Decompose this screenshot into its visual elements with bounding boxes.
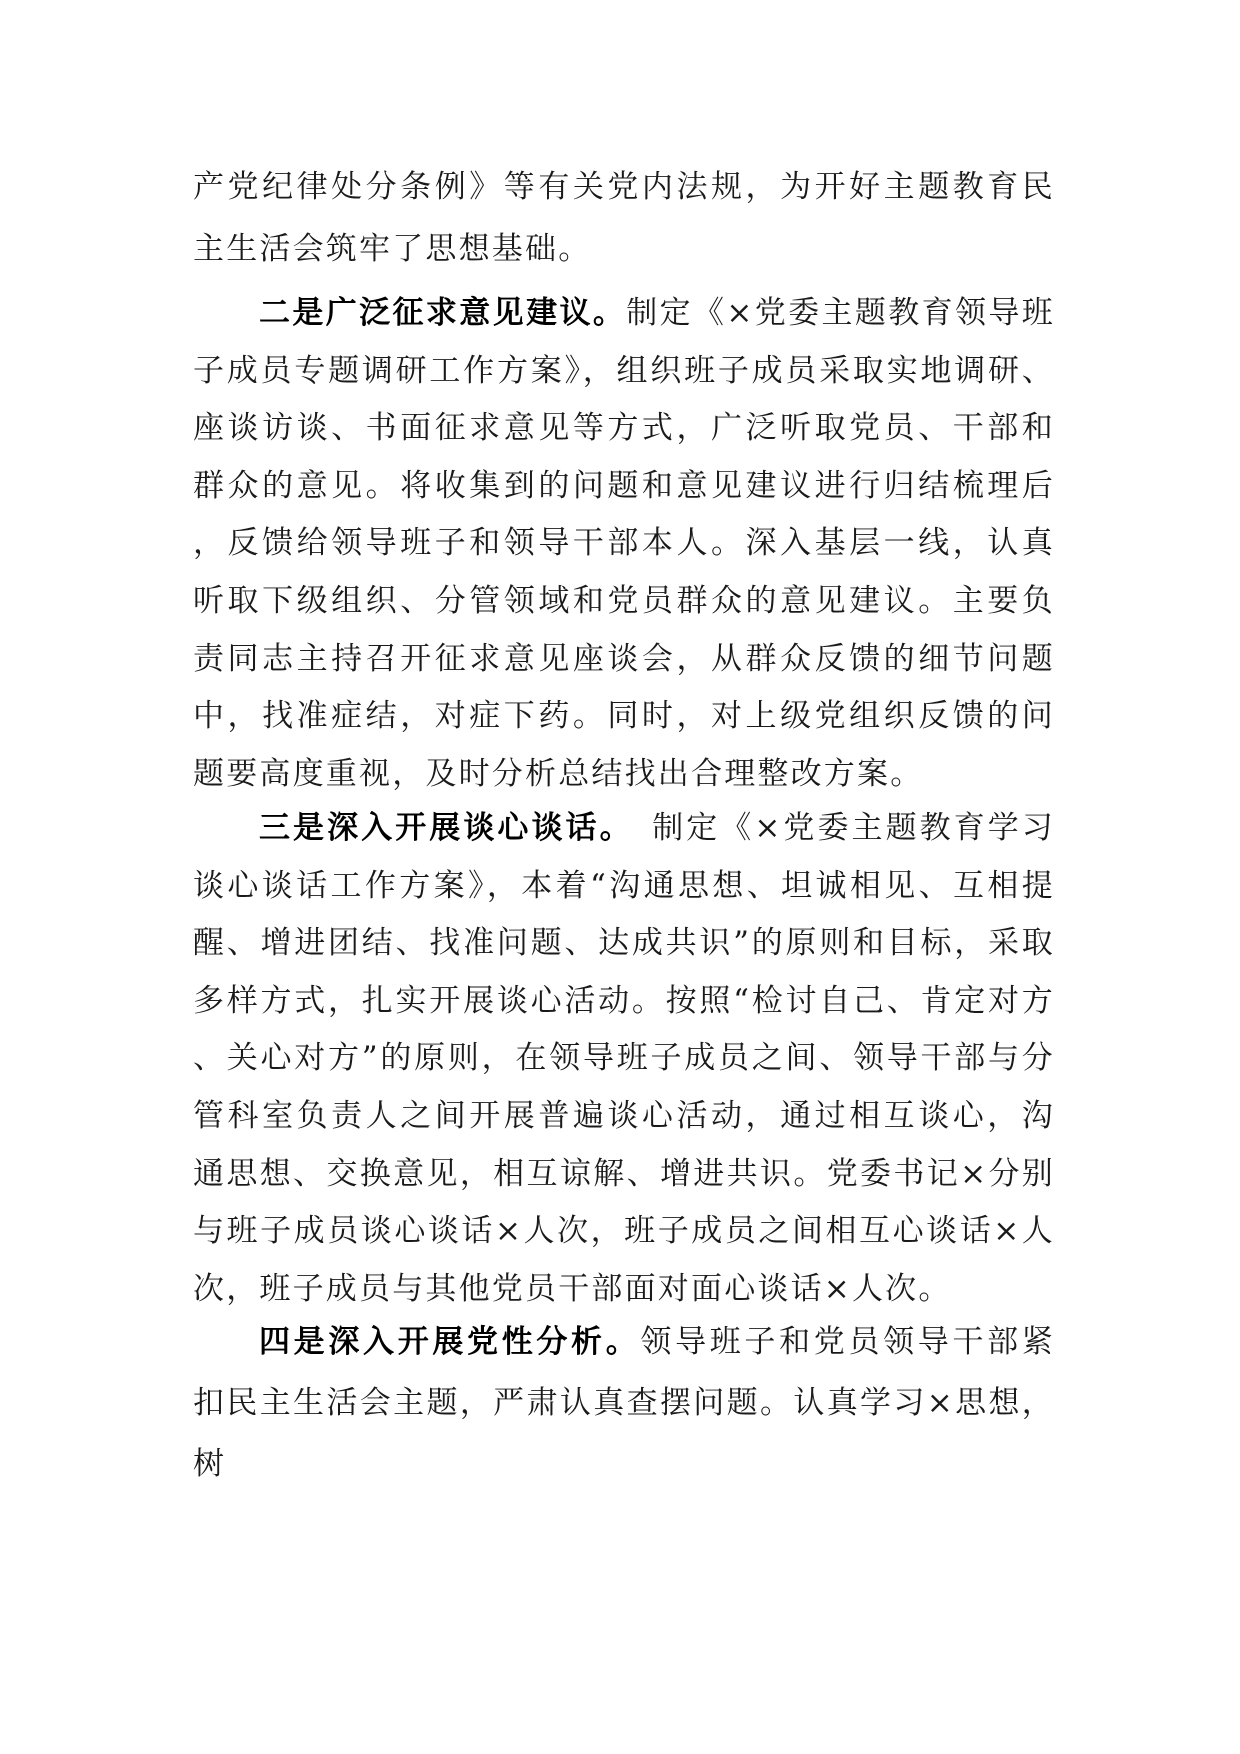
paragraph-2-text: 制定《×党委主题教育领导班子成员专题调研工作方案》，组织班子成员采取实地调研、座谈访谈、书面征求意见等方式，广泛听取党员、干部和群众的意见。将收集到的问题和意见建议进行归结梳理后，反馈给领导班子和领导干部本人。深入基层一线，认真听取下级组织、分管领域和党员群众的意见建议。主要负责同志主持召开征求意见座谈会，从群众反馈的细节问题中，找准症结，对症下药。同时，对上级党组织反馈的问题要高度重视，及时分析总结找出合理整改方案。 xyxy=(193,295,1055,792)
paragraph-4 xyxy=(193,1312,1055,1495)
paragraph-3 xyxy=(193,800,1055,1318)
paragraph-1 xyxy=(193,156,1055,280)
paragraph-4-lead: 四是深入开展党性分析。 xyxy=(259,1324,641,1360)
paragraph-1-text: 产党纪律处分条例》等有关党内法规，为开好主题教育民主生活会筑牢了思想基础。 xyxy=(193,169,1055,267)
paragraph-2-lead: 二是广泛征求意见建议。 xyxy=(259,295,627,331)
paragraph-4-text: 领导班子和党员领导干部紧扣民主生活会主题，严肃认真查摆问题。认真学习×思想，树 xyxy=(193,1324,1056,1482)
paragraph-2 xyxy=(193,285,1055,803)
paragraph-3-lead: 三是深入开展谈心谈话。 xyxy=(259,810,619,846)
paragraph-3-text: 制定《×党委主题教育学习谈心谈话工作方案》，本着“沟通思想、坦诚相见、互相提醒、增进团结、找准问题、达成共识”的原则和目标，采取多样方式，扎实开展谈心活动。按照“检讨自己、肯定对方、关心对方”的原则，在领导班子成员之间、领导干部与分管科室负责人之间开展普遍谈心活动，通过相互谈心，沟通思想、交换意见，相互谅解、增进共识。党委书记×分别与班子成员谈心谈话×人次，班子成员之间相互心谈话×人次，班子成员与其他党员干部面对面心谈话×人次。 xyxy=(193,810,1056,1307)
